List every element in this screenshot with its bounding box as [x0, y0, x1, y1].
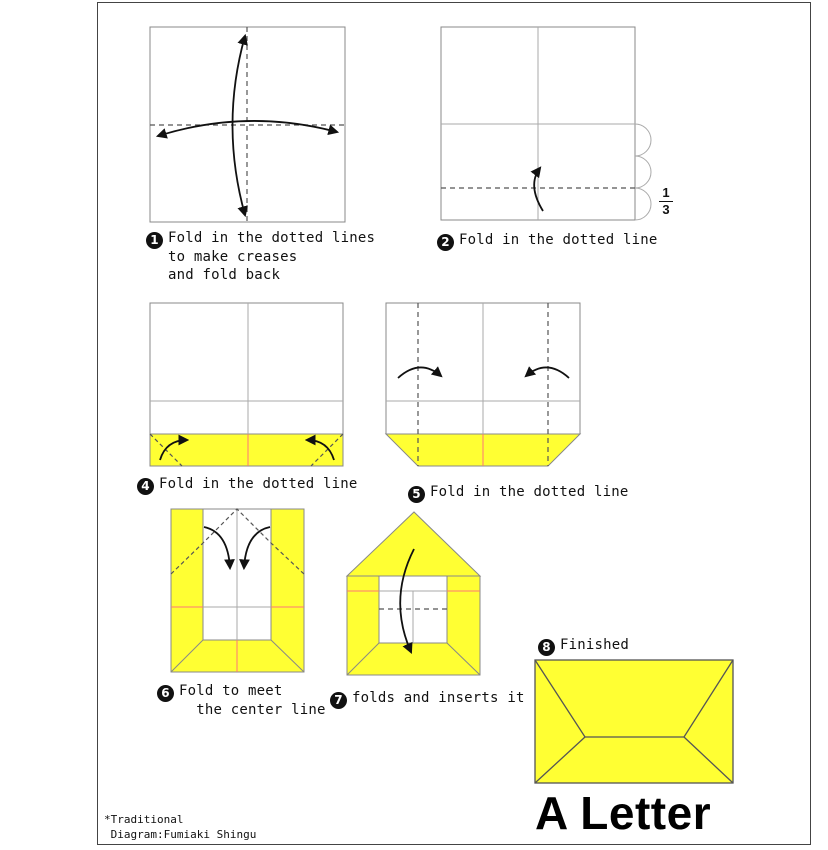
step-6-caption — [157, 682, 326, 719]
diagram-title: A Letter — [535, 787, 712, 839]
step-7-caption — [330, 689, 525, 709]
step-7-number: 7 — [330, 692, 347, 709]
fraction-numerator: 1 — [662, 185, 670, 200]
step-2-number: 2 — [437, 234, 454, 251]
step-7-figure — [347, 512, 480, 675]
step-5-text: Fold in the dotted line — [430, 484, 629, 500]
step-7-text: folds and inserts it — [352, 690, 525, 706]
step-6-text: Fold to meet the center line — [179, 683, 326, 718]
fraction-denominator: 3 — [662, 202, 670, 217]
step-1-text: Fold in the dotted lines to make creases and fold back — [168, 230, 376, 283]
finished-envelope — [535, 660, 733, 783]
step-4-caption — [137, 475, 357, 495]
step-5-figure — [386, 303, 580, 466]
step-6-number: 6 — [157, 685, 174, 702]
step-6-figure — [171, 509, 304, 672]
step-1-caption — [146, 229, 375, 285]
step-1-figure — [150, 27, 345, 222]
step-8-text: Finished — [560, 637, 630, 653]
step-1-number: 1 — [146, 232, 163, 249]
thirds-marker — [635, 124, 651, 220]
diagram-credit: *Traditional Diagram:Fumiaki Shingu — [104, 813, 257, 841]
step-2-text: Fold in the dotted line — [459, 232, 658, 248]
step-5-caption — [408, 483, 628, 503]
step-4-figure — [150, 303, 343, 466]
step-2-figure — [441, 27, 651, 220]
step-5-number: 5 — [408, 486, 425, 503]
step-2-caption — [437, 231, 657, 251]
step-4-text: Fold in the dotted line — [159, 476, 358, 492]
step-8-number: 8 — [538, 639, 555, 656]
step-8-caption — [538, 636, 629, 656]
step-4-number: 4 — [137, 478, 154, 495]
one-third-label — [659, 186, 673, 217]
